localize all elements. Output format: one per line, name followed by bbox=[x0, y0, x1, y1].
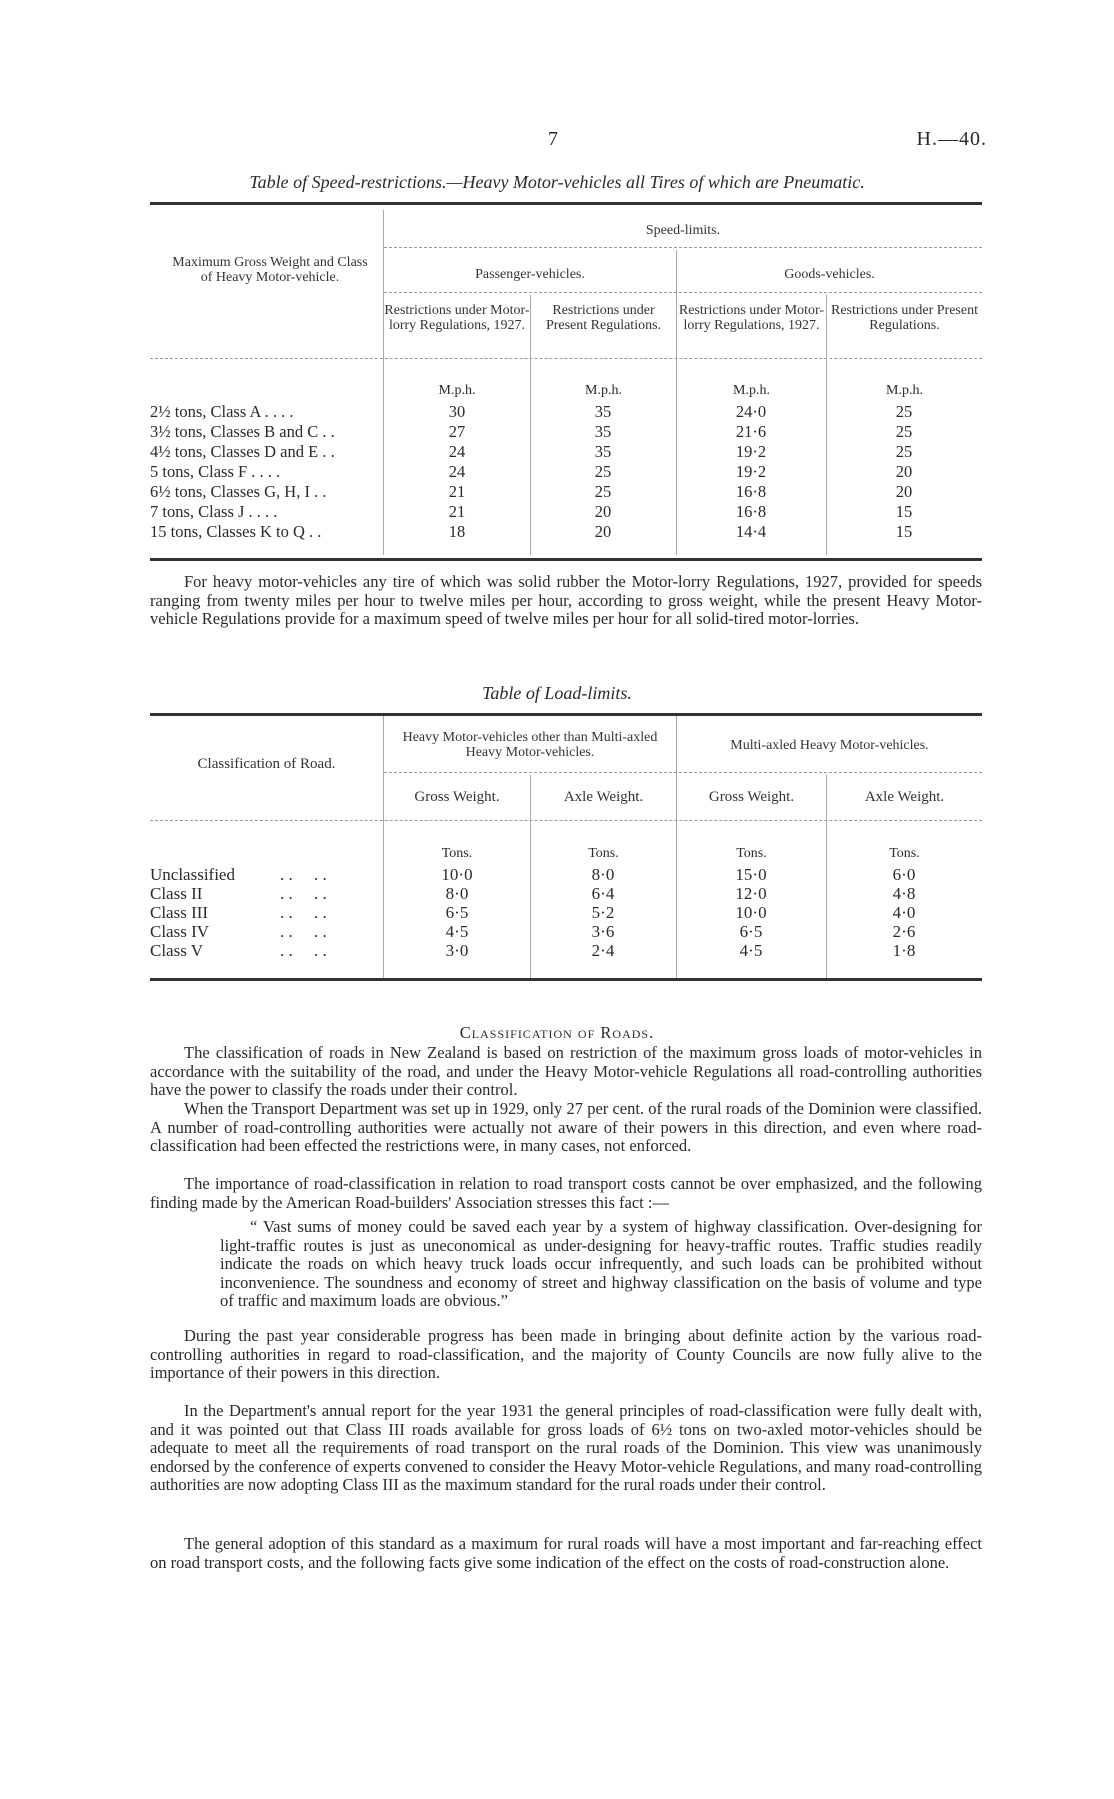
unit-label: M.p.h. bbox=[733, 383, 770, 398]
speed-value: 24 bbox=[448, 462, 466, 481]
row-label: 2½ tons, Class A . . . . bbox=[150, 402, 294, 421]
unit-label: Tons. bbox=[736, 846, 767, 861]
load-value: 4·8 bbox=[892, 884, 916, 903]
load-group-header: Heavy Motor-vehicles other than Multi-axled Heavy Motor-vehicles. bbox=[402, 730, 658, 760]
speed-table-row bbox=[150, 462, 982, 482]
unit-label: Tons. bbox=[588, 846, 619, 861]
speed-column-header: Restrictions under Present Regulations. bbox=[545, 303, 662, 333]
load-value: 12·0 bbox=[735, 884, 767, 903]
speed-table-bottom-rule bbox=[150, 558, 982, 561]
load-value: 6·0 bbox=[892, 865, 916, 884]
quote-text: “ Vast sums of money could be saved each year by a system of highway classification. Over-designing for light-traffic routes is just as uneconomical as under-designing for heavy-traffic routes. Traffic studies readily indicate the roads on which heavy truck loads occur infrequently, and such loads can be prohibited without inconvenience. The soundness and economy of street and highway classification on the basis of volume and type of traffic and maximum loads are obvious.” bbox=[220, 1217, 982, 1311]
speed-value: 27 bbox=[448, 422, 466, 441]
load-value: 3·0 bbox=[445, 941, 469, 960]
classification-paragraph-1 bbox=[150, 1044, 982, 1100]
load-units-row bbox=[150, 846, 982, 866]
speed-row-header: Maximum Gross Weight and Class of Heavy Motor-vehicle. bbox=[172, 255, 368, 285]
unit-label: M.p.h. bbox=[585, 383, 622, 398]
load-value: 8·0 bbox=[591, 865, 615, 884]
solid-tire-paragraph bbox=[150, 573, 982, 629]
speed-limits-header: Speed-limits. bbox=[645, 223, 721, 238]
leader-dots: . . . . bbox=[280, 941, 327, 960]
unit-label: Tons. bbox=[889, 846, 920, 861]
speed-value: 21 bbox=[448, 482, 466, 501]
paragraph-text: The classification of roads in New Zealand is based on restriction of the maximum gross loads of motor-vehicles in accordance with the suitability of the road, and under the Heavy Motor-vehicle Regulations all road-controlling authorities have the power to classify the roads under their control. bbox=[150, 1043, 982, 1100]
row-label: 15 tons, Classes K to Q . . bbox=[150, 522, 322, 541]
row-label: 5 tons, Class F . . . . bbox=[150, 462, 281, 481]
load-table-row bbox=[150, 865, 982, 885]
speed-value: 35 bbox=[594, 422, 612, 441]
speed-value: 20 bbox=[594, 522, 612, 541]
load-value: 3·6 bbox=[591, 922, 615, 941]
load-value: 2·6 bbox=[892, 922, 916, 941]
paragraph-text: During the past year considerable progress has been made in bringing about definite action by the various road-controlling authorities in regard to road-classification, and the majority of County Councils are now fully alive to the importance of their powers in this direction. bbox=[150, 1326, 982, 1383]
paragraph-text: In the Department's annual report for the year 1931 the general principles of road-classification were fully dealt with, and it was pointed out that Class III roads available for gross loads of 6½ tons on two-axled motor-vehicles should be adequate to meet all the requirements of road transport on the rural roads of the Dominion. This view was unanimously endorsed by the conference of experts convened to consider the Heavy Motor-vehicle Regulations, and many road-controlling authorities are now adopting Class III as the maximum standard for the rural roads under their control. bbox=[150, 1401, 982, 1495]
speed-value: 20 bbox=[594, 502, 612, 521]
paragraph-text: For heavy motor-vehicles any tire of which was solid rubber the Motor-lorry Regulations, 1927, provided for speeds ranging from twenty miles per hour to twelve miles per hour, according to gross weight, while the present Heavy Motor-vehicle Regulations provide for a maximum speed of twelve miles per hour for all solid-tired motor-lorries. bbox=[150, 572, 982, 629]
classification-paragraph-5 bbox=[150, 1402, 982, 1495]
speed-column-header: Restrictions under Motor-lorry Regulations, 1927. bbox=[678, 303, 825, 333]
speed-table-title: Table of Speed-restrictions.—Heavy Motor-vehicles all Tires of which are Pneumatic. bbox=[249, 172, 865, 192]
load-value: 6·4 bbox=[591, 884, 615, 903]
row-label: 6½ tons, Classes G, H, I . . bbox=[150, 482, 327, 501]
load-value: 10·0 bbox=[441, 865, 473, 884]
quoted-finding bbox=[220, 1218, 982, 1311]
load-table-row bbox=[150, 941, 982, 961]
load-table-row bbox=[150, 903, 982, 923]
speed-value: 24 bbox=[448, 442, 466, 461]
speed-table-row bbox=[150, 442, 982, 462]
speed-value: 20 bbox=[895, 462, 913, 481]
unit-label: M.p.h. bbox=[886, 383, 923, 398]
load-column-header: Axle Weight. bbox=[864, 789, 945, 805]
speed-value: 35 bbox=[594, 402, 612, 421]
load-value: 4·5 bbox=[445, 922, 469, 941]
speed-table-row bbox=[150, 502, 982, 522]
row-label: Class IV bbox=[150, 922, 210, 941]
speed-value: 21 bbox=[448, 502, 466, 521]
load-value: 6·5 bbox=[739, 922, 763, 941]
speed-value: 14·4 bbox=[735, 522, 767, 541]
row-label: Unclassified bbox=[150, 865, 235, 884]
load-column-header: Axle Weight. bbox=[563, 789, 644, 805]
speed-value: 35 bbox=[594, 442, 612, 461]
speed-value: 19·2 bbox=[735, 442, 767, 461]
speed-value: 15 bbox=[895, 502, 913, 521]
load-column-header: Gross Weight. bbox=[708, 789, 795, 805]
row-label: Class II bbox=[150, 884, 203, 903]
goods-vehicles-header: Goods-vehicles. bbox=[784, 267, 875, 282]
header-divider bbox=[384, 247, 982, 248]
speed-value: 20 bbox=[895, 482, 913, 501]
classification-paragraph-2 bbox=[150, 1100, 982, 1156]
header-divider bbox=[384, 772, 982, 773]
unit-label: M.p.h. bbox=[438, 383, 476, 398]
speed-table-row bbox=[150, 422, 982, 442]
row-label: 3½ tons, Classes B and C . . bbox=[150, 422, 335, 441]
paragraph-text: When the Transport Department was set up in 1929, only 27 per cent. of the rural roads of the Dominion were classified. A number of road-controlling authorities were actually not aware of their powers in this direction, and even where road-classification had been effected the restrictions were, in many cases, not enforced. bbox=[150, 1099, 982, 1156]
classification-paragraph-6 bbox=[150, 1535, 982, 1572]
document-reference: H.—40. bbox=[916, 128, 987, 150]
speed-value: 25 bbox=[594, 462, 612, 481]
load-table-row bbox=[150, 884, 982, 904]
speed-value: 19·2 bbox=[735, 462, 767, 481]
load-column-header: Gross Weight. bbox=[414, 789, 500, 805]
classification-paragraph-4 bbox=[150, 1327, 982, 1383]
unit-label: Tons. bbox=[441, 846, 473, 861]
load-group-header: Multi-axled Heavy Motor-vehicles. bbox=[730, 738, 929, 753]
speed-table-row bbox=[150, 482, 982, 502]
load-table-top-rule bbox=[150, 713, 982, 716]
speed-units-row bbox=[150, 383, 982, 403]
load-value: 1·8 bbox=[892, 941, 916, 960]
header-divider bbox=[150, 358, 982, 359]
load-value: 2·4 bbox=[591, 941, 615, 960]
speed-value: 16·8 bbox=[735, 502, 767, 521]
load-row-header: Classification of Road. bbox=[197, 756, 336, 772]
row-label: Class III bbox=[150, 903, 209, 922]
leader-dots: . . . . bbox=[280, 865, 327, 884]
row-label: 7 tons, Class J . . . . bbox=[150, 502, 278, 521]
leader-dots: . . . . bbox=[280, 903, 327, 922]
load-table-row bbox=[150, 922, 982, 942]
load-value: 15·0 bbox=[735, 865, 767, 884]
speed-value: 16·8 bbox=[735, 482, 767, 501]
paragraph-text: The general adoption of this standard as a maximum for rural roads will have a most important and far-reaching effect on road transport costs, and the following facts give some indication of the effect on the costs of road-construction alone. bbox=[150, 1534, 982, 1572]
load-table-title: Table of Load-limits. bbox=[482, 683, 632, 703]
speed-column-header: Restrictions under Present Regulations. bbox=[831, 303, 978, 333]
speed-value: 18 bbox=[448, 522, 466, 541]
passenger-vehicles-header: Passenger-vehicles. bbox=[475, 267, 585, 282]
speed-value: 30 bbox=[448, 402, 466, 421]
speed-table-top-rule bbox=[150, 202, 982, 205]
load-value: 10·0 bbox=[735, 903, 767, 922]
leader-dots: . . . . bbox=[280, 922, 327, 941]
load-value: 4·5 bbox=[739, 941, 763, 960]
speed-value: 25 bbox=[895, 402, 913, 421]
speed-value: 25 bbox=[895, 442, 913, 461]
page-number: 7 bbox=[548, 128, 558, 150]
header-divider bbox=[384, 292, 982, 293]
speed-column-header: Restrictions under Motor-lorry Regulations, 1927. bbox=[384, 303, 530, 333]
speed-value: 24·0 bbox=[735, 402, 767, 421]
row-label: Class V bbox=[150, 941, 204, 960]
row-label: 4½ tons, Classes D and E . . bbox=[150, 442, 335, 461]
load-value: 5·2 bbox=[591, 903, 615, 922]
speed-table-row bbox=[150, 402, 982, 422]
load-value: 6·5 bbox=[445, 903, 469, 922]
load-value: 4·0 bbox=[892, 903, 916, 922]
speed-value: 21·6 bbox=[735, 422, 767, 441]
header-divider bbox=[150, 820, 982, 821]
load-table-bottom-rule bbox=[150, 978, 982, 981]
speed-table-row bbox=[150, 522, 982, 542]
paragraph-text: The importance of road-classification in relation to road transport costs cannot be over emphasized, and the following finding made by the American Road-builders' Association stresses this fact :— bbox=[150, 1174, 982, 1212]
leader-dots: . . . . bbox=[280, 884, 327, 903]
load-value: 8·0 bbox=[445, 884, 469, 903]
section-heading: Classification of Roads. bbox=[459, 1023, 655, 1042]
speed-value: 25 bbox=[594, 482, 612, 501]
speed-value: 25 bbox=[895, 422, 913, 441]
speed-value: 15 bbox=[895, 522, 913, 541]
classification-paragraph-3 bbox=[150, 1175, 982, 1212]
